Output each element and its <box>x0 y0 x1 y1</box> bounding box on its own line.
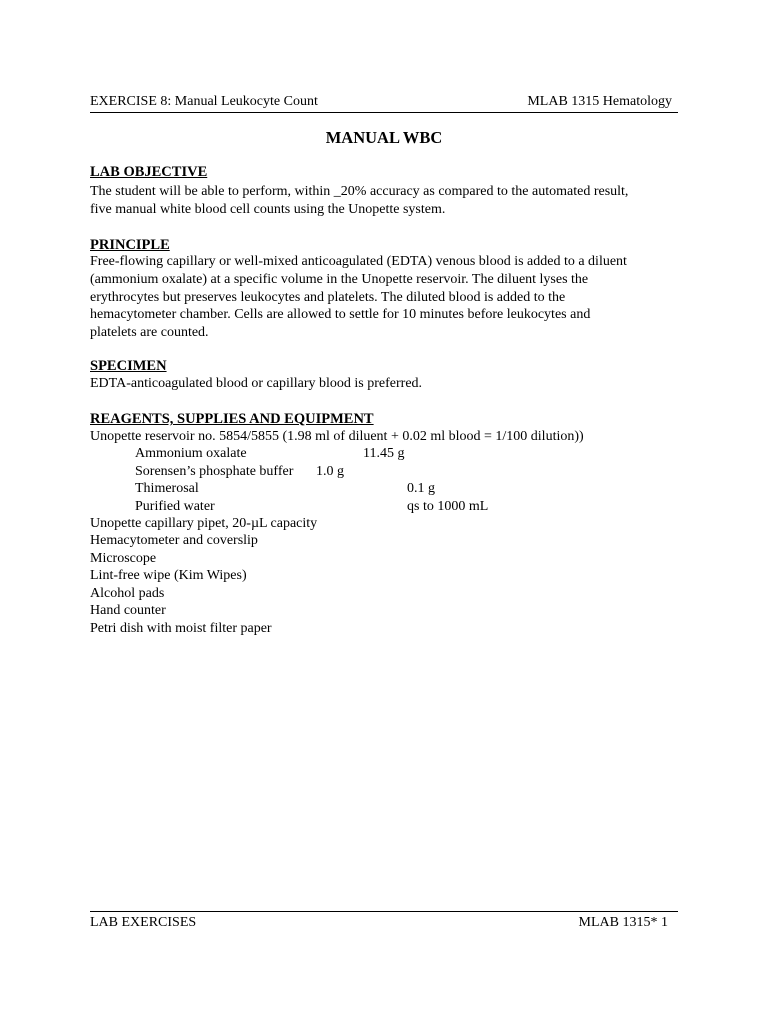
principle-line: platelets are counted. <box>90 325 209 340</box>
component-name: Ammonium oxalate <box>135 446 247 461</box>
equipment-item: Lint-free wipe (Kim Wipes) <box>90 568 247 583</box>
component-name: Sorensen’s phosphate buffer <box>135 464 294 479</box>
principle-line: (ammonium oxalate) at a specific volume in the Unopette reservoir. The diluent lyses the <box>90 272 589 287</box>
component-name: Purified water <box>135 499 215 514</box>
objective-heading: LAB OBJECTIVE <box>90 164 208 180</box>
component-amount: 11.45 g <box>363 446 405 461</box>
specimen-line: EDTA-anticoagulated blood or capillary blood is preferred. <box>90 376 423 391</box>
header-course: MLAB 1315 Hematology <box>527 94 672 109</box>
header-exercise-title: EXERCISE 8: Manual Leukocyte Count <box>90 94 318 109</box>
equipment-item: Hand counter <box>90 603 166 618</box>
component-name: Thimerosal <box>135 481 199 496</box>
equipment-item: Alcohol pads <box>90 586 165 601</box>
reagents-heading: REAGENTS, SUPPLIES AND EQUIPMENT <box>90 411 374 427</box>
equipment-item: Microscope <box>90 551 157 566</box>
footer-page-number: MLAB 1315* 1 <box>578 915 668 930</box>
component-amount: 1.0 g <box>316 464 344 479</box>
component-amount: qs to 1000 mL <box>407 499 489 514</box>
footer-section: LAB EXERCISES <box>90 915 197 930</box>
objective-line: The student will be able to perform, within _20% accuracy as compared to the automated result, <box>90 184 629 199</box>
principle-line: hemacytometer chamber. Cells are allowed to settle for 10 minutes before leukocytes and <box>90 307 591 322</box>
page-header <box>90 94 678 113</box>
principle-heading: PRINCIPLE <box>90 237 170 253</box>
objective-line: five manual white blood cell counts using the Unopette system. <box>90 202 446 217</box>
specimen-heading: SPECIMEN <box>90 358 167 374</box>
page-title: MANUAL WBC <box>325 128 443 147</box>
equipment-item: Hemacytometer and coverslip <box>90 533 258 548</box>
equipment-item: Unopette capillary pipet, 20-µL capacity <box>90 516 318 531</box>
equipment-item: Petri dish with moist filter paper <box>90 621 272 636</box>
page-footer <box>90 911 678 932</box>
principle-line: erythrocytes but preserves leukocytes and platelets. The diluted blood is added to the <box>90 290 566 305</box>
reagents-intro: Unopette reservoir no. 5854/5855 (1.98 ml of diluent + 0.02 ml blood = 1/100 dilution)) <box>90 429 584 444</box>
principle-line: Free-flowing capillary or well-mixed anticoagulated (EDTA) venous blood is added to a diluent <box>90 254 627 269</box>
component-amount: 0.1 g <box>407 481 435 496</box>
